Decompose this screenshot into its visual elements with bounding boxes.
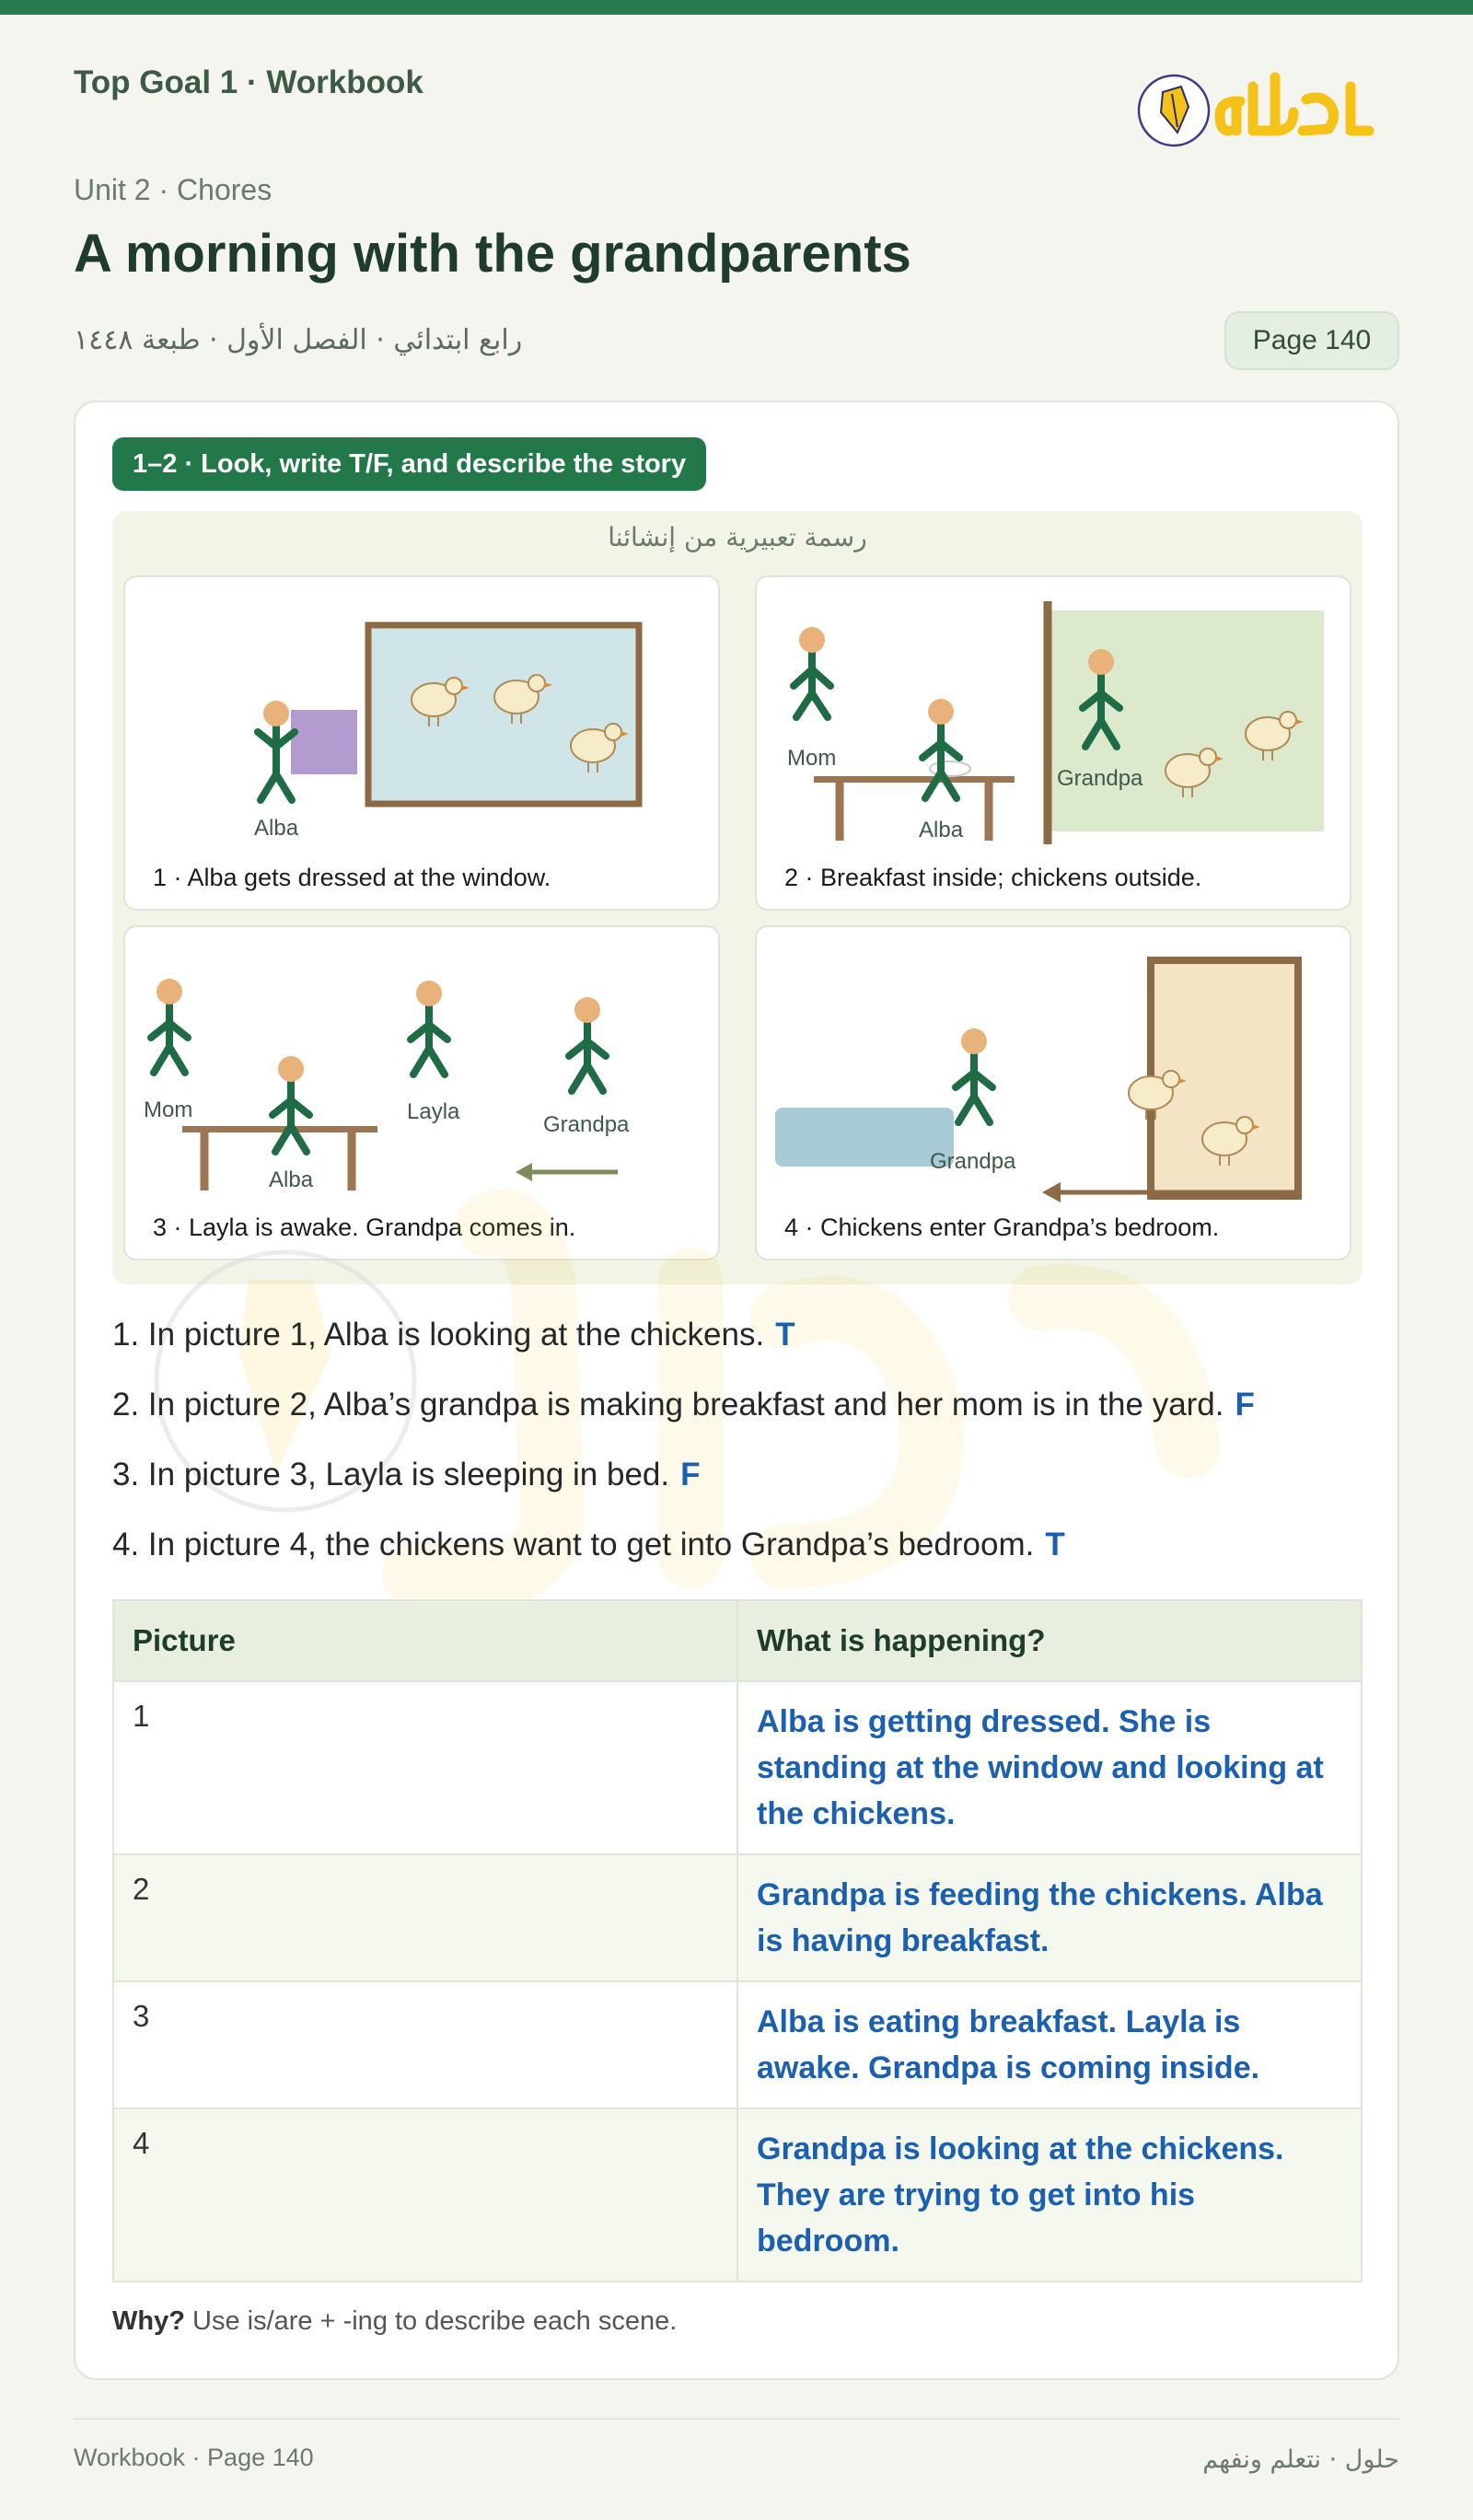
label-alba: Alba: [919, 818, 964, 842]
table-row: [114, 1853, 1361, 1980]
panel-1-caption: 1 · Alba gets dressed at the window.: [153, 864, 551, 891]
picture-panel-4: [755, 925, 1351, 1260]
arrow-left-icon: [516, 1163, 618, 1181]
picture-4-illustration: [757, 927, 1351, 1260]
statement-2: [112, 1384, 1383, 1454]
picture-3-illustration: [125, 927, 720, 1260]
statement-1: [112, 1314, 1383, 1384]
book-title: Top Goal 1 · Workbook: [74, 64, 423, 100]
column-header-picture: Picture: [114, 1601, 738, 1680]
description-answer: Alba is getting dressed. She is standing at the window and looking at the chickens.: [757, 1704, 1324, 1831]
picture-number: 4: [114, 2109, 738, 2281]
panel-3-caption: 3 · Layla is awake. Grandpa comes in.: [153, 1214, 576, 1241]
footer-divider: [74, 2418, 1399, 2420]
picture-1-illustration: [125, 577, 720, 911]
picture-panel-3: [123, 925, 720, 1260]
unit-label: Unit 2 · Chores: [74, 173, 273, 206]
footer-brand: حلول · نتعلم ونفهم: [1202, 2445, 1399, 2474]
task-label: 1–2 · Look, write T/F, and describe the story: [112, 437, 706, 491]
hulul-logo: [1137, 59, 1386, 160]
description-answer: Alba is eating breakfast. Layla is awake. Grandpa is coming inside.: [757, 2004, 1260, 2085]
grammar-tip: [112, 2306, 677, 2337]
table-row: [114, 1680, 1361, 1853]
pictures-caption: رسمة تعبيرية من إنشائنا: [608, 522, 867, 552]
picture-number: 3: [114, 1982, 738, 2108]
page-title: A morning with the grandparents: [74, 224, 911, 284]
statement-text: 1. In picture 1, Alba is looking at the chickens.: [112, 1317, 765, 1353]
exercise-card: [74, 401, 1399, 2380]
picture-number: 1: [114, 1682, 738, 1853]
statement-answer: F: [1235, 1387, 1255, 1423]
label-layla: Layla: [407, 1099, 460, 1124]
statement-text: 3. In picture 3, Layla is sleeping in bed.: [112, 1457, 670, 1492]
picture-panel-2: [755, 575, 1351, 911]
picture-panels: [112, 511, 1363, 1284]
label-alba: Alba: [269, 1167, 314, 1192]
statement-answer: T: [775, 1317, 795, 1353]
description-answer: Grandpa is looking at the chickens. They are trying to get into his bedroom.: [757, 2131, 1284, 2259]
statement-answer: F: [680, 1457, 701, 1492]
page-badge: Page 140: [1224, 311, 1399, 370]
label-grandpa: Grandpa: [930, 1149, 1016, 1174]
page-header: [74, 64, 1399, 356]
statement-4: [112, 1524, 1383, 1594]
table-row: [114, 1980, 1361, 2108]
true-false-statements: [112, 1314, 1383, 1594]
statement-text: 2. In picture 2, Alba’s grandpa is making breakfast and her mom is in the yard.: [112, 1387, 1224, 1423]
panel-4-caption: 4 · Chickens enter Grandpa’s bedroom.: [784, 1214, 1220, 1241]
label-alba: Alba: [254, 816, 299, 841]
statement-3: [112, 1454, 1383, 1524]
picture-number: 2: [114, 1855, 738, 1980]
footer-page-info: Workbook · Page 140: [74, 2444, 314, 2471]
description-table: [112, 1599, 1363, 2282]
tip-label: Why?: [112, 2306, 185, 2336]
column-header-happening: What is happening?: [757, 1623, 1046, 1657]
table-row: [114, 2108, 1361, 2281]
label-mom: Mom: [787, 746, 837, 771]
label-grandpa: Grandpa: [543, 1112, 630, 1137]
top-accent-bar: [0, 0, 1473, 15]
grade-meta: رابع ابتدائي · الفصل الأول · طبعة ١٤٤٨: [74, 324, 523, 356]
picture-panel-1: [123, 575, 720, 911]
label-mom: Mom: [144, 1097, 193, 1122]
statement-answer: T: [1045, 1527, 1065, 1562]
label-grandpa: Grandpa: [1057, 766, 1143, 791]
panel-2-caption: 2 · Breakfast inside; chickens outside.: [784, 864, 1202, 891]
tip-text: Use is/are + -ing to describe each scene.: [184, 2306, 678, 2336]
person-alba: [258, 726, 295, 800]
picture-2-illustration: [757, 577, 1351, 911]
description-answer: Grandpa is feeding the chickens. Alba is having breakfast.: [757, 1877, 1323, 1958]
table-header-row: [114, 1601, 1361, 1680]
statement-text: 4. In picture 4, the chickens want to get into Grandpa’s bedroom.: [112, 1527, 1035, 1562]
